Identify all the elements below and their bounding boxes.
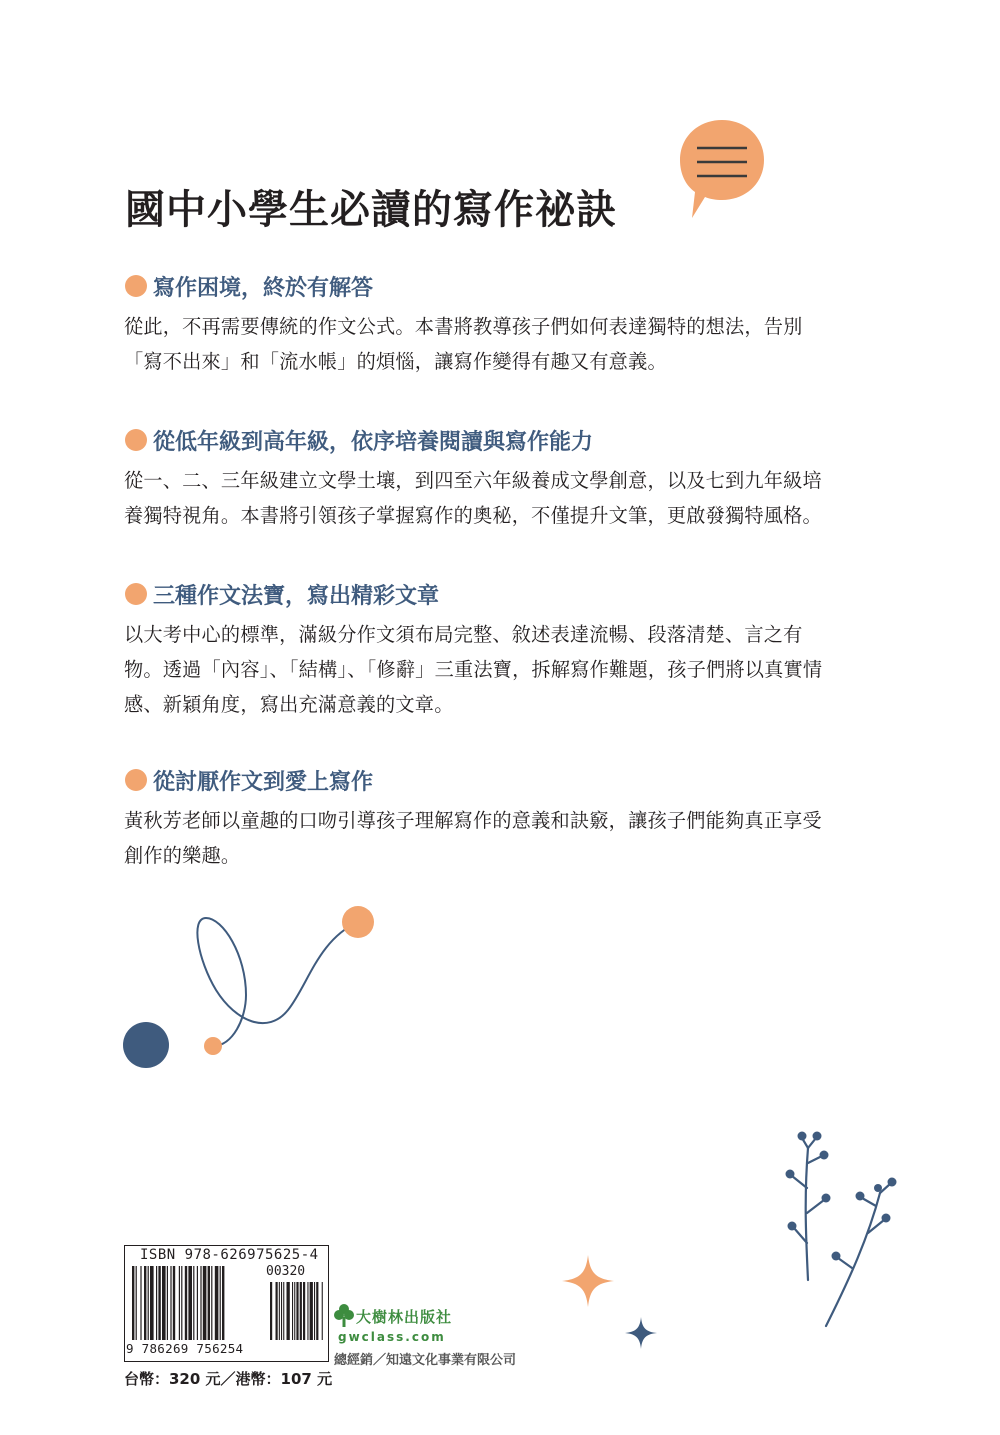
body-line: 黃秋芳老師以童趣的口吻引導孩子理解寫作的意義和訣竅，讓孩子們能夠真正享受 [124,809,822,832]
barcode-addon-bar [322,1282,323,1340]
barcode-addon-bar [303,1282,305,1340]
body-line: 感、新穎角度，寫出充滿意義的文章。 [124,693,454,716]
barcode-bar [140,1266,141,1340]
barcode-addon-bar [276,1282,278,1340]
branch-illustration [780,1128,910,1333]
barcode-bar [222,1266,224,1340]
body-line: 物。透過「內容」、「結構」、「修辭」三重法寶，拆解寫作難題，孩子們將以真實情 [124,658,823,681]
barcode-bar [215,1266,219,1340]
barcode-addon-bar [270,1282,272,1340]
barcode-digits: 9 786269 756254 [126,1341,244,1356]
isbn-text: ISBN 978-626975625-4 [140,1247,319,1263]
barcode-bar [148,1266,149,1340]
distributor-text: 總經銷／知遠文化事業有限公司 [334,1353,517,1368]
section-body [124,463,894,533]
decorative-loop-illustration [118,900,388,1080]
barcode-bar [208,1266,210,1340]
speech-bubble-icon [676,118,768,220]
barcode-bar [132,1266,134,1340]
price-text: 台幣：320 元／港幣：107 元 [124,1370,333,1388]
decor-circle-large [123,1022,169,1068]
publisher-url: gwclass.com [338,1330,446,1344]
bullet-dot-icon [125,429,147,451]
body-line: 從此，不再需要傳統的作文公式。本書將教導孩子們如何表達獨特的想法，告別 [124,315,803,338]
barcode-bar [188,1266,192,1340]
barcode-bar [211,1266,212,1340]
barcode-bar [220,1266,221,1340]
section-heading [125,423,593,457]
section-heading [125,763,373,797]
section-body [124,803,894,873]
body-line: 以大考中心的標準，滿級分作文須布局完整、敘述表達流暢、段落清楚、言之有 [124,623,803,646]
barcode-addon-bar [296,1282,298,1340]
section-heading [125,577,439,611]
body-line: 養獨特視角。本書將引領孩子掌握寫作的奧秘，不僅提升文筆，更啟發獨特風格。 [124,504,822,527]
barcode-bar [150,1266,154,1340]
barcode-addon-bar [316,1282,318,1340]
barcode-bar [170,1266,171,1340]
sparkle-blue-icon [625,1317,657,1349]
page-title: 國中小學生必讀的寫作祕訣 [125,187,617,233]
barcode-bar [173,1266,175,1340]
barcode-bar [179,1266,180,1340]
barcode-addon-bar [307,1282,308,1340]
barcode-bar [136,1266,137,1340]
barcode-addon-bar [287,1282,290,1340]
barcode-bar [197,1266,198,1340]
barcode-bar [193,1266,194,1340]
tree-logo-icon [334,1303,354,1327]
barcode-bar [181,1266,182,1340]
barcode-bar [162,1266,166,1340]
sparkle-orange-icon [562,1255,614,1307]
body-line: 創作的樂趣。 [124,844,241,867]
section-body [124,309,894,379]
bullet-dot-icon [125,769,147,791]
barcode-bar [158,1266,160,1340]
barcode-addon-bar [283,1282,284,1340]
decor-circle-small [204,1037,222,1055]
section-heading-text: 寫作困境，終於有解答 [153,275,374,301]
barcode-addon-bar [281,1282,282,1340]
section-heading [125,269,373,303]
barcode-bars [130,1266,324,1342]
barcode-bar [156,1266,157,1340]
barcode-bar [200,1266,201,1340]
barcode-addon-bar [300,1282,302,1340]
body-line: 從一、二、三年級建立文學土壤，到四至六年級養成文學創意，以及七到九年級培 [124,469,822,492]
barcode-addon-bar [314,1282,315,1340]
section-heading-text: 從討厭作文到愛上寫作 [153,769,374,795]
publisher-name: 大樹林出版社 [356,1308,453,1326]
barcode-bar [144,1266,146,1340]
section-heading-text: 三種作文法寶，寫出精彩文章 [153,583,440,609]
barcode-bar [203,1266,207,1340]
bullet-dot-icon [125,275,147,297]
barcode-bar [167,1266,168,1340]
decor-circle-medium [342,906,374,938]
section-body [124,617,894,722]
section-heading-text: 從低年級到高年級，依序培養閱讀與寫作能力 [153,429,594,455]
barcode-addon-bar [310,1282,313,1340]
barcode-bar [185,1266,187,1340]
bullet-dot-icon [125,583,147,605]
barcode-addon-code: 00320 [266,1264,306,1279]
barcode-addon-bar [294,1282,295,1340]
barcode-addon-bar [279,1282,280,1340]
body-line: 「寫不出來」和「流水帳」的煩惱，讓寫作變得有趣又有意義。 [124,350,667,373]
barcode-addon-bar [292,1282,293,1340]
